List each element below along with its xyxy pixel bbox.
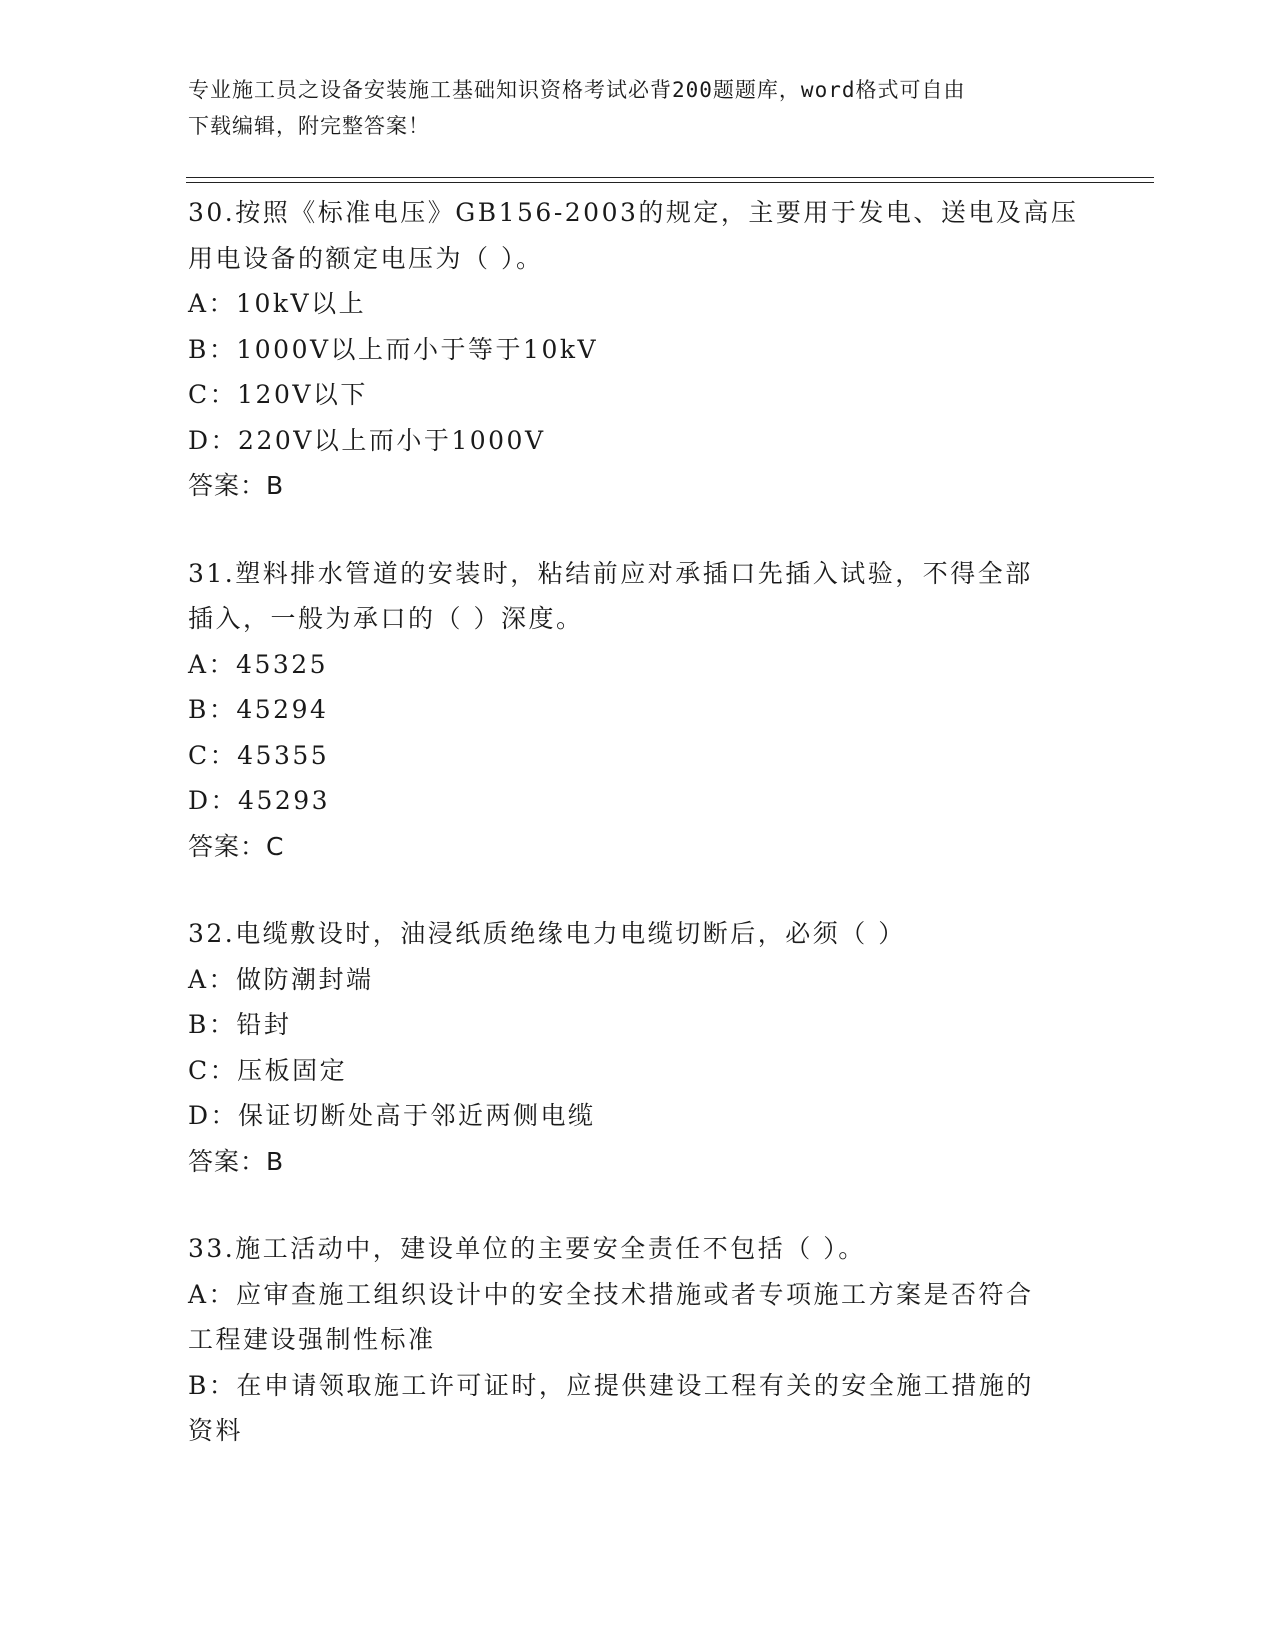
header-divider-bottom — [186, 182, 1154, 183]
option-a: A：45325 — [188, 649, 329, 679]
option-a: A：10kV以上 — [188, 289, 367, 318]
header-line-1: 专业施工员之设备安装施工基础知识资格考试必背200题题库，word格式可自由 — [188, 78, 966, 102]
option-c: C：45355 — [188, 740, 330, 770]
stem-line: 用电设备的额定电压为（ ）。 — [188, 243, 544, 273]
option-a-line-2: 工程建设强制性标准 — [188, 1325, 436, 1354]
question-stem — [188, 911, 1088, 957]
option-d: D：保证切断处高于邻近两侧电缆 — [188, 1101, 596, 1130]
answer-line: 答案：B — [188, 471, 285, 500]
question-30 — [188, 190, 1088, 509]
option-b — [188, 1363, 1088, 1454]
question-31 — [188, 551, 1088, 870]
stem-line: 30.按照《标准电压》GB156-2003的规定，主要用于发电、送电及高压 — [188, 198, 1079, 227]
option-d: D：45293 — [188, 786, 331, 815]
question-33 — [188, 1226, 1088, 1454]
option-b-line-2: 资料 — [188, 1416, 244, 1445]
header-line-2: 下载编辑，附完整答案！ — [188, 114, 430, 138]
question-32 — [188, 911, 1088, 1184]
option-d: D：220V以上而小于1000V — [188, 425, 546, 455]
option-a — [188, 1272, 1088, 1363]
option-a: A：做防潮封端 — [188, 964, 374, 994]
option-c: C：压板固定 — [188, 1055, 348, 1085]
stem-line: 33.施工活动中，建设单位的主要安全责任不包括（ ）。 — [188, 1234, 866, 1263]
stem-line: 32.电缆敷设时，油浸纸质绝缘电力电缆切断后，必须（ ） — [188, 919, 906, 948]
answer-line: 答案：B — [188, 1146, 285, 1176]
question-stem — [188, 1226, 1088, 1272]
option-b-line-1: B：在申请领取施工许可证时，应提供建设工程有关的安全施工措施的 — [188, 1370, 1034, 1400]
option-b: B：1000V以上而小于等于10kV — [188, 334, 599, 364]
header-divider-top — [186, 177, 1154, 178]
question-list — [188, 190, 1088, 1496]
stem-line: 31.塑料排水管道的安装时，粘结前应对承插口先插入试验，不得全部 — [188, 558, 1033, 588]
question-stem — [188, 190, 1088, 281]
option-a-line-1: A：应审查施工组织设计中的安全技术措施或者专项施工方案是否符合 — [188, 1279, 1034, 1309]
question-stem — [188, 551, 1088, 642]
option-c: C：120V以下 — [188, 380, 368, 409]
stem-line: 插入，一般为承口的（ ）深度。 — [188, 604, 584, 633]
option-b: B：45294 — [188, 695, 329, 724]
option-b: B：铅封 — [188, 1010, 292, 1039]
answer-line: 答案：C — [188, 831, 285, 861]
document-header — [188, 72, 1068, 144]
